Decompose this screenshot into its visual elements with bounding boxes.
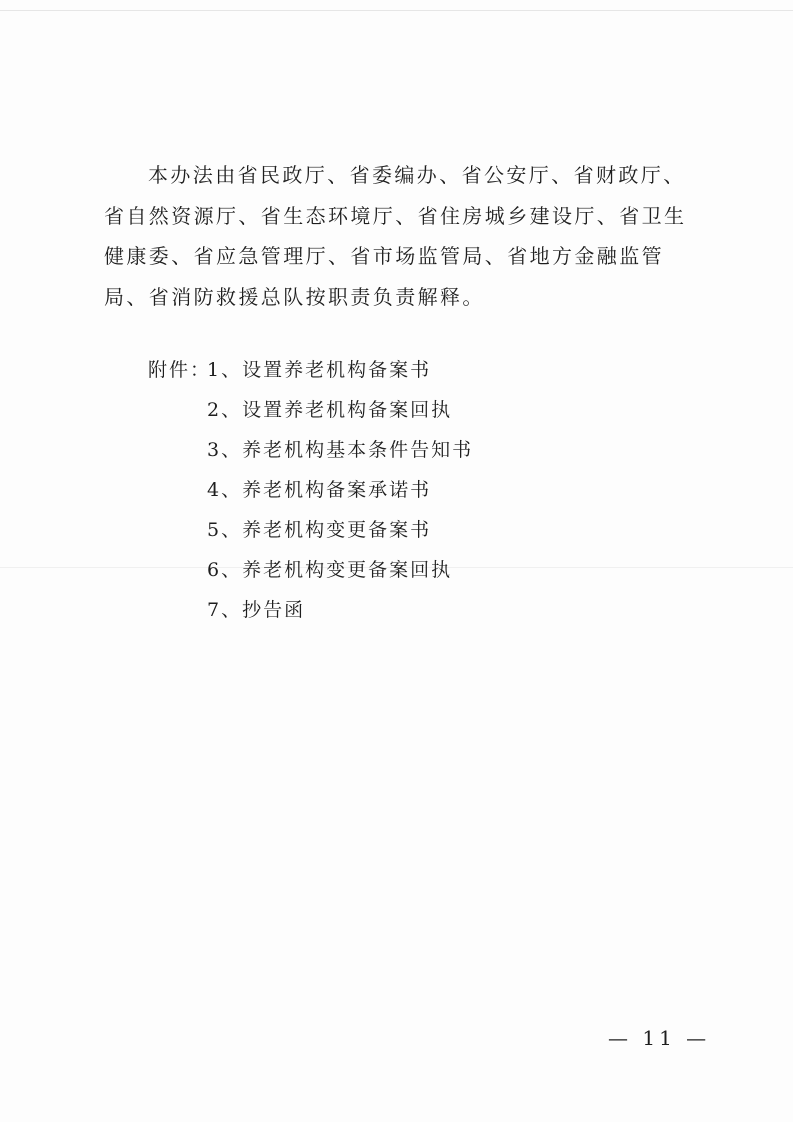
attachment-item-text: 1、设置养老机构备案书 (207, 359, 432, 381)
attachment-item (148, 510, 668, 550)
attachments-list (148, 350, 668, 630)
attachment-item-text: 2、设置养老机构备案回执 (207, 399, 453, 421)
attachment-item (148, 390, 668, 430)
attachment-item-text: 7、抄告函 (207, 599, 306, 621)
page-number: — 11 — (608, 1026, 711, 1050)
attachment-item-text: 6、养老机构变更备案回执 (207, 559, 453, 581)
attachment-item-text: 4、养老机构备案承诺书 (207, 479, 432, 501)
attachment-item (148, 470, 668, 510)
attachment-item (148, 550, 668, 590)
closing-paragraph: 本办法由省民政厅、省委编办、省公安厅、省财政厅、省自然资源厅、省生态环境厅、省住房城乡建设厅、省卫生健康委、省应急管理厅、省市场监管局、省地方金融监管局、省消防救援总队按职责负责解释。 (104, 163, 687, 309)
attachment-item (148, 590, 668, 630)
attachment-item-text: 3、养老机构基本条件告知书 (207, 439, 474, 461)
attachment-item (148, 430, 668, 470)
scan-top-edge (0, 0, 793, 11)
attachment-item-text: 5、养老机构变更备案书 (207, 519, 432, 541)
attachment-item (148, 350, 668, 390)
attachments-label: 附件： (148, 359, 212, 381)
